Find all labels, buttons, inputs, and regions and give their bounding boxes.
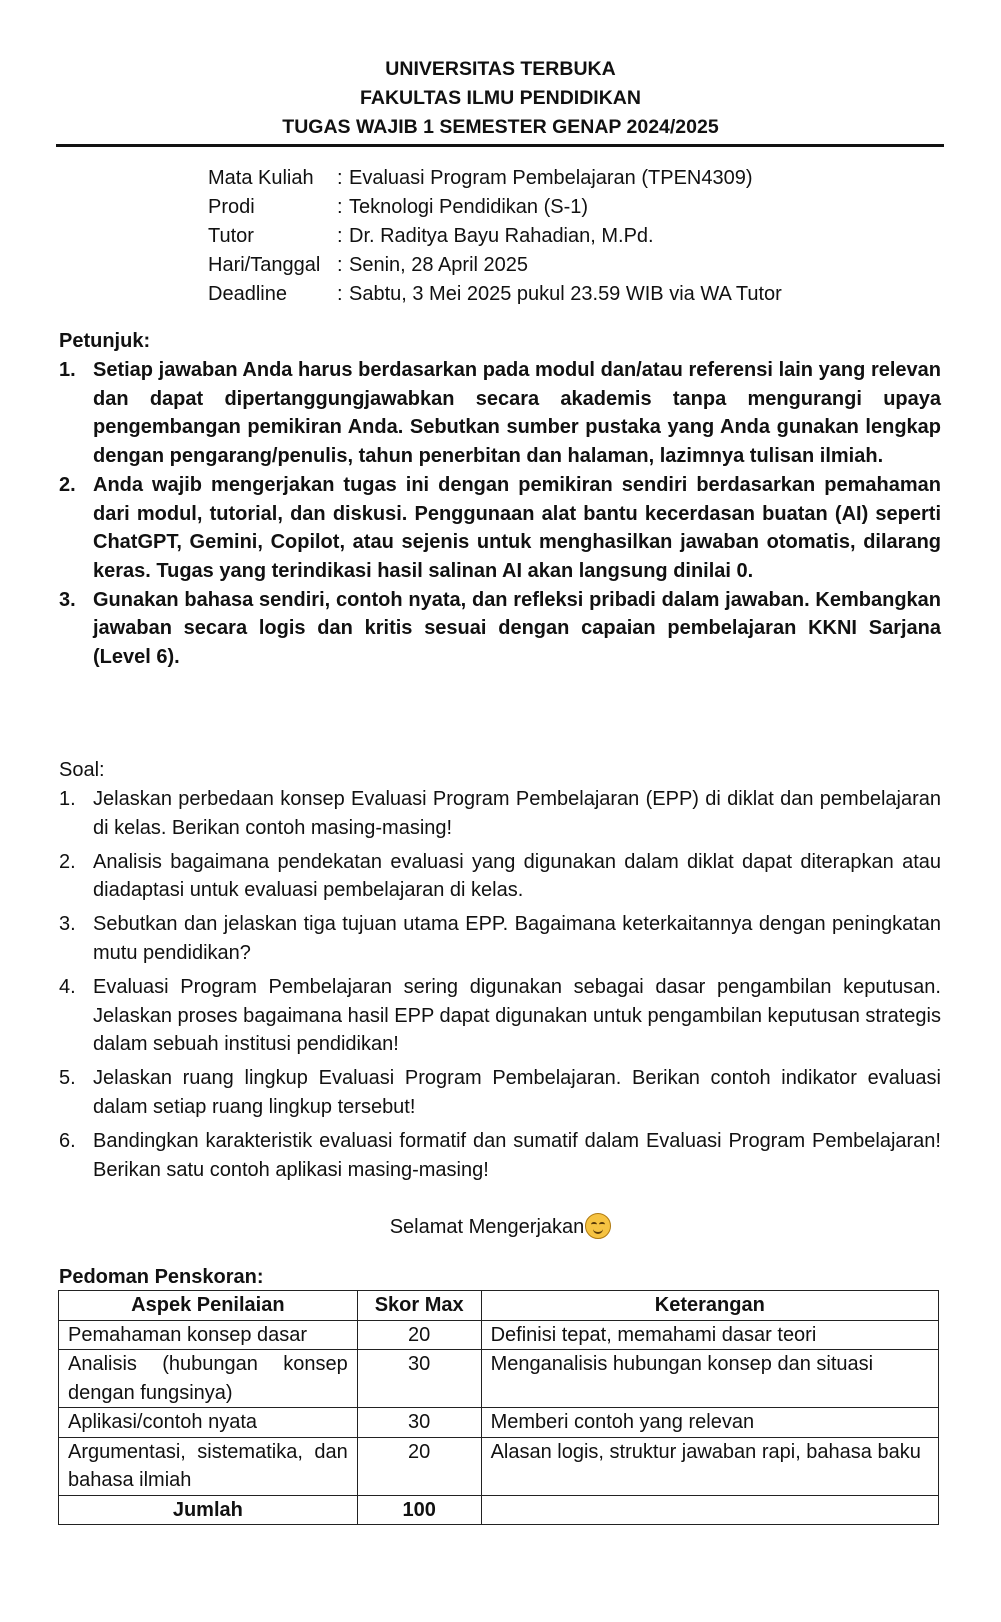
smiling-face-icon (585, 1213, 611, 1239)
course-info-row: Hari/Tanggal : Senin, 28 April 2025 (208, 251, 782, 280)
table-row (59, 1350, 939, 1408)
tutor-label: Tutor (208, 225, 254, 247)
question-item: 4. Evaluasi Program Pembelajaran sering digunakan sebagai dasar pengambilan keputusan. Jelaskan proses bagaimana hasil EPP dapat digunakan untuk pengambilan keputusan strategis dalam sebuah institusi pendidikan! (59, 975, 941, 1056)
aspect-cell: Argumentasi, sistematika, dan bahasa ilmiah (59, 1437, 358, 1495)
course-info-row: Mata Kuliah : Evaluasi Program Pembelajaran (TPEN4309) (208, 164, 782, 193)
instruction-item: 3. Gunakan bahasa sendiri, contoh nyata, dan refleksi pribadi dalam jawaban. Kembangkan jawaban secara logis dan kritis sesuai dengan capaian pembelajaran KKNI Sarjana (Level 6). (59, 588, 941, 669)
total-label: Jumlah (59, 1495, 358, 1525)
note-cell: Definisi tepat, memahami dasar teori (481, 1320, 938, 1350)
table-row (59, 1408, 939, 1438)
closing-text: Selamat Mengerjakan (389, 1216, 585, 1238)
closing-message (0, 1212, 1001, 1242)
note-cell: Memberi contoh yang relevan (481, 1408, 938, 1438)
document-header (0, 55, 1001, 142)
assignment-title: TUGAS WAJIB 1 SEMESTER GENAP 2024/2025 (282, 116, 719, 138)
column-header-note: Keterangan (481, 1291, 938, 1321)
column-header-aspect: Aspek Penilaian (59, 1291, 358, 1321)
date-label: Hari/Tanggal (208, 254, 321, 276)
deadline-label: Deadline (208, 283, 287, 305)
score-cell: 30 (357, 1350, 481, 1408)
course-info-row: Tutor : Dr. Raditya Bayu Rahadian, M.Pd. (208, 222, 782, 251)
note-cell: Alasan logis, struktur jawaban rapi, bahasa baku (481, 1437, 938, 1495)
question-item: 5. Jelaskan ruang lingkup Evaluasi Program Pembelajaran. Berikan contoh indikator evaluasi dalam setiap ruang lingkup tersebut! (59, 1067, 941, 1118)
score-cell: 30 (357, 1408, 481, 1438)
instruction-item: 1. Setiap jawaban Anda harus berdasarkan pada modul dan/atau referensi lain yang relevan dan dapat dipertanggungjawabkan secara akademis tanpa mengurangi upaya pengembangan pemikiran Anda. Sebutkan sumber pustaka yang Anda gunakan lengkap dengan pengarang/penulis, tahun penerbitan dan halaman, lazimnya tulisan ilmiah. (59, 359, 941, 468)
course-info-row: Prodi : Teknologi Pendidikan (S-1) (208, 193, 782, 222)
note-cell: Menganalisis hubungan konsep dan situasi (481, 1350, 938, 1408)
total-score: 100 (357, 1495, 481, 1525)
questions-section (59, 756, 941, 1189)
header-divider (56, 144, 944, 147)
question-item: 3. Sebutkan dan jelaskan tiga tujuan utama EPP. Bagaimana keterkaitannya dengan peningkatan mutu pendidikan? (59, 913, 941, 964)
program-value: Teknologi Pendidikan (S-1) (349, 196, 589, 218)
course-value: Evaluasi Program Pembelajaran (TPEN4309) (349, 167, 753, 189)
course-info-row: Deadline : Sabtu, 3 Mei 2025 pukul 23.59 WIB via WA Tutor (208, 280, 782, 309)
university-name: UNIVERSITAS TERBUKA (385, 58, 616, 80)
instructions-title: Petunjuk: (59, 330, 151, 352)
total-note (481, 1495, 938, 1525)
deadline-value: Sabtu, 3 Mei 2025 pukul 23.59 WIB via WA Tutor (349, 283, 782, 305)
column-header-score: Skor Max (357, 1291, 481, 1321)
date-value: Senin, 28 April 2025 (349, 254, 529, 276)
scoring-title: Pedoman Penskoran: (59, 1266, 264, 1288)
table-total-row (59, 1495, 939, 1525)
question-item: 1. Jelaskan perbedaan konsep Evaluasi Program Pembelajaran (EPP) di diklat dan pembelajaran di kelas. Berikan contoh masing-masing! (59, 788, 941, 839)
table-row (59, 1320, 939, 1350)
question-item: 2. Analisis bagaimana pendekatan evaluasi yang digunakan dalam diklat dapat diterapkan atau diadaptasi untuk evaluasi pembelajaran di kelas. (59, 850, 941, 902)
scoring-table (58, 1290, 939, 1525)
faculty-name: FAKULTAS ILMU PENDIDIKAN (360, 87, 641, 109)
instructions-list (59, 356, 941, 672)
tutor-value: Dr. Raditya Bayu Rahadian, M.Pd. (349, 225, 654, 247)
score-cell: 20 (357, 1437, 481, 1495)
course-info (208, 164, 782, 309)
score-cell: 20 (357, 1320, 481, 1350)
table-header-row (59, 1291, 939, 1321)
instruction-item: 2. Anda wajib mengerjakan tugas ini dengan pemikiran sendiri berdasarkan pemahaman dari modul, tutorial, dan diskusi. Penggunaan alat bantu kecerdasan buatan (AI) seperti ChatGPT, Gemini, Copilot, atau sejenis untuk menghasilkan jawaban otomatis, dilarang keras. Tugas yang terindikasi hasil salinan AI akan langsung dinilai 0. (59, 473, 941, 582)
table-row (59, 1437, 939, 1495)
questions-list (59, 785, 941, 1184)
questions-title: Soal: (59, 759, 105, 781)
aspect-cell: Analisis (hubungan konsep dengan fungsinya) (59, 1350, 358, 1408)
aspect-cell: Pemahaman konsep dasar (59, 1320, 358, 1350)
instructions-section (59, 327, 941, 672)
question-item: 6. Bandingkan karakteristik evaluasi formatif dan sumatif dalam Evaluasi Program Pembelajaran! Berikan satu contoh aplikasi masing-masing! (59, 1129, 941, 1181)
course-label: Mata Kuliah (208, 167, 314, 189)
program-label: Prodi (208, 196, 255, 218)
aspect-cell: Aplikasi/contoh nyata (59, 1408, 358, 1438)
